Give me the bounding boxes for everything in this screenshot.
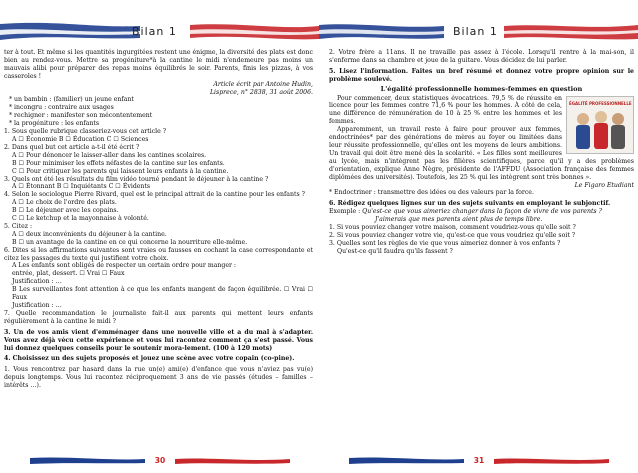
question-line: 1. Sous quelle rubrique classeriez-vous cet article ?: [4, 128, 167, 136]
left-header-banner: [0, 22, 319, 42]
question-line: 4. Selon le sociologue Pierre Rivard, quel est le principal attrait de la cantine pour les enfants ?: [4, 191, 305, 199]
answer-option: A ☐ deux inconvénients du déjeuner à la cantine.: [12, 230, 167, 238]
right-header-banner: [319, 22, 638, 42]
glossary-item: * rechigner : manifester son mécontentement: [9, 112, 153, 120]
question-line: 7. Quelle recommandation le journaliste fait-il aux parents qui mettent leurs enfants régulièrement à la cantine le midi ?: [4, 309, 313, 325]
justification-line: Justification : …: [12, 302, 62, 309]
right-content: [319, 49, 638, 256]
right-footer: [349, 455, 609, 466]
example-label: Exemple :: [329, 208, 361, 216]
answer-option: B ☐ Le déjeuner avec les copains.: [12, 207, 119, 215]
statement: B Les surveillantes font attention à ce que les enfants mangent de façon équilibrée. ☐ Vrai ☐ Faux: [12, 286, 313, 302]
answer-option: A ☐ Le choix de l'ordre des plats.: [12, 199, 117, 207]
question-line: 2. Dans quel but cet article a-t-il été écrit ?: [4, 143, 140, 151]
answer-options: A ☐ Étonnant B ☐ Inquiétants C ☐ Évidents: [12, 183, 151, 191]
subject-item: 2. Si vous pouviez changer votre vie, qu'est-ce que vous voudriez qu'elle soit ?: [329, 231, 576, 239]
article-credit-author: Article écrit par Antoine Hudin,: [213, 80, 313, 88]
subject-item: 1. Si vous pouviez changer votre maison, comment voudriez-vous qu'elle soit ?: [329, 224, 576, 232]
answer-option: B ☐ Pour minimiser les effets néfastes de la cantine sur les enfants.: [12, 159, 225, 167]
article-paragraph: Pour commencer, deux statistiques évocatrices. 79,5 % de réussite en licence pour les femmes contre 71,6 % pour les hommes. À côté de cela, une différence de rémunération de 10 à 25 % entre les hommes et les femmes.: [329, 94, 562, 126]
example-block: [329, 208, 634, 216]
page-header-title: Bilan 1: [453, 25, 498, 38]
statement-choice: entrée, plat, dessert. ☐ Vrai ☐ Faux: [12, 270, 125, 278]
statement: A Les enfants sont obligés de respecter un certain ordre pour manger :: [12, 262, 237, 270]
glossary-item: * la progéniture : les enfants: [9, 120, 100, 128]
page-header-title: Bilan 1: [132, 25, 177, 38]
question-line: 5. Citez :: [4, 222, 33, 230]
question-line: 3. Quels ont été les résultats du film vidéo tourné pendant le déjeuner à la cantine ?: [4, 175, 269, 183]
article-illustration: [566, 96, 634, 154]
glossary-item: * un bambin : (familier) un jeune enfant: [9, 96, 134, 104]
writing-task-6: 6. Rédigez quelques lignes sur un des sujets suivants en employant le subjonctif.: [329, 200, 611, 208]
subject-item: 3. Quelles sont les règles de vie que vous aimeriez donner à vos enfants ?: [329, 239, 561, 247]
glossary-item: * incongru : contraire aux usages: [9, 104, 114, 112]
left-footer: [30, 455, 290, 466]
article-title: L'égalité professionnelle hommes-femmes en question: [380, 84, 583, 93]
glossary: [4, 96, 313, 128]
answer-options: A ☐ Économie B ☐ Éducation C ☐ Sciences: [12, 135, 149, 143]
footnote: * Endoctriner : transmettre des idées ou des valeurs par la force.: [329, 189, 534, 197]
justification-line: Justification : …: [12, 278, 62, 286]
question-line: 6. Dites si les affirmations suivantes sont vraies ou fausses en cochant la case correspondante et citez les passages du texte qui justifient votre choix.: [4, 246, 313, 262]
illustration-caption: ÉGALITÉ PROFESSIONNELLE: [569, 100, 632, 106]
page-number: 31: [473, 456, 485, 465]
answer-option: A ☐ Pour dénoncer le laisser-aller dans les cantines scolaires.: [12, 151, 207, 159]
writing-task-3: 3. Un de vos amis vient d'emménager dans une nouvelle ville et a du mal à s'adapter. Vous avez déjà vécu cette expérience et vous lui racontez comment ça s'est passé. Vous lui donnez quelques conseils pour le soutenir mora-lement. (100 à 120 mots): [4, 328, 313, 352]
article-credit-source: Lisprece, n° 2838, 31 août 2006.: [209, 88, 313, 96]
speaking-task-4: 4. Choisissez un des sujets proposés et jouez une scène avec votre copain (co-pine).: [4, 355, 295, 363]
answer-option: C ☐ Le ketchup et la mayonnaise à volonté.: [12, 215, 149, 223]
speaking-subject-1: 1. Vous rencontrez par hasard dans la rue un(e) ami(e) d'enfance que vous n'aviez pas vu(e) depuis longtemps. Vous lui racontez réciproquement 3 ans de vie passés (études – familles – intérêts …).: [4, 366, 313, 390]
answer-option: C ☐ Pour critiquer les parents qui laissent leurs enfants à la cantine.: [12, 167, 229, 175]
left-content: [0, 49, 319, 390]
article-paragraph: Apparemment, un travail reste à faire pour prouver aux femmes, endoctrinées* par des générations de mères au foyer ou limitées dans leur réussite professionnelle, qu'elles ont les moyens de leurs ambitions. Un travail qui doit être mené dès la scolarité. « Les filles sont meilleures au lycée, mais n'intègrent pas les filières scientifiques, parce qu'il y a des problèmes d'orientation, explique Anne Nègre, présidente de l'AFFDU (Association française des femmes diplômées des universités). Toutefois, les 25 % qui les intègrent sont très bonnes ».: [329, 126, 634, 181]
example-answer: J'aimerais que mes parents aient plus de temps libre.: [375, 216, 543, 224]
reading-task-5: 5. Lisez l'information. Faites un bref résumé et donnez votre propre opinion sur le problème soulevé.: [329, 67, 634, 83]
example-question: Qu'est-ce que vous aimeriez changer dans la façon de vivre de vos parents ?: [362, 208, 602, 216]
page-number: 30: [154, 456, 166, 465]
article-conclusion: ter à tout. Et même si les quantités ingurgitées restent une énigme, la diversité des plats est donc bien au rendez-vous. Mettre sa progéniture*à la cantine le midi n'endemeure pas moins un mauvais alibi pour préparer des repas moins équilibrés le soir. Parents, finis les pizzas, à vos casseroles !: [4, 49, 313, 80]
right-page: [319, 0, 638, 473]
comprehension-questions: [4, 128, 313, 326]
article-source: Le Figaro Etudiant: [574, 181, 634, 189]
speaking-subject-2: 2. Votre frère a 11ans. Il ne travaille pas assez à l'école. Lorsqu'il rentre à la mai-son, il s'enferme dans sa chambre et joue de la guitare. Vous décidez de lui parler.: [329, 49, 634, 64]
answer-option: B ☐ un avantage de la cantine en ce qui concerne la nourriture elle-même.: [12, 238, 248, 246]
subject-item: Qu'est-ce qu'il faudra qu'ils fassent ?: [337, 247, 453, 255]
